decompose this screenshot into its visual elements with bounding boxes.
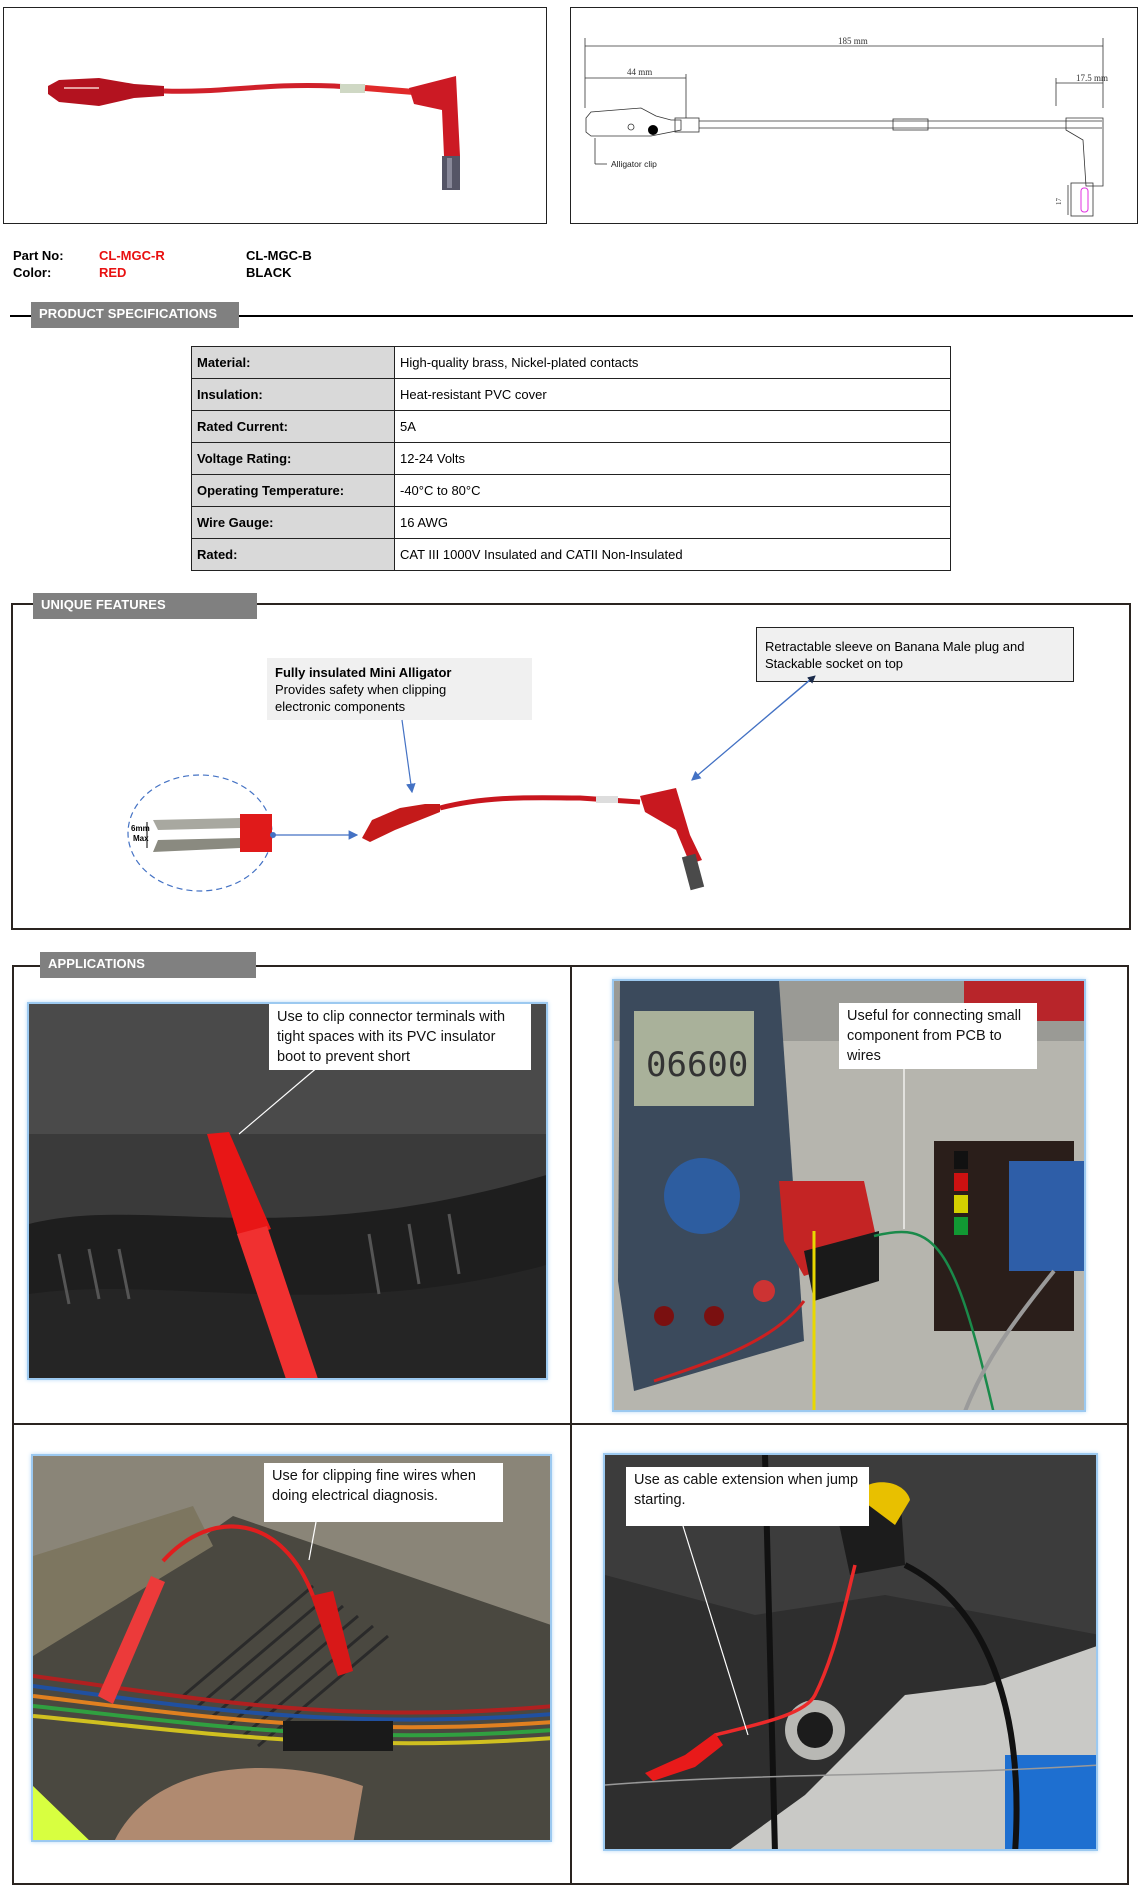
- spec-key: Material:: [192, 347, 395, 379]
- spec-key: Voltage Rating:: [192, 443, 395, 475]
- spec-value: 5A: [395, 411, 951, 443]
- part-no-red: CL-MGC-R: [99, 248, 165, 263]
- svg-text:Max: Max: [133, 834, 149, 843]
- caption-pointer: [614, 981, 1086, 1412]
- spec-key: Operating Temperature:: [192, 475, 395, 507]
- svg-text:44 mm: 44 mm: [627, 67, 653, 77]
- features-illustration: [0, 590, 1141, 930]
- test-lead-photo-icon: [4, 8, 547, 224]
- svg-text:6mm: 6mm: [131, 824, 150, 833]
- svg-text:17.5 mm: 17.5 mm: [1076, 73, 1109, 83]
- table-row: [192, 475, 951, 507]
- application-photo-connector: [27, 1002, 548, 1380]
- callout-title: Fully insulated Mini Alligator: [275, 665, 452, 680]
- application-caption: Use for clipping fine wires when doing electrical diagnosis.: [264, 1463, 503, 1522]
- table-row: [192, 347, 951, 379]
- spec-value: High-quality brass, Nickel-plated contacts: [395, 347, 951, 379]
- specs-divider-right: [239, 315, 1133, 317]
- applications-divider-horizontal: [12, 1423, 1129, 1425]
- color-label: Color:: [13, 265, 52, 280]
- svg-text:17: 17: [1055, 198, 1063, 205]
- table-row: [192, 443, 951, 475]
- section-header-applications: APPLICATIONS: [40, 952, 256, 978]
- spec-key: Insulation:: [192, 379, 395, 411]
- color-black: BLACK: [246, 265, 292, 280]
- application-photo-pcb: [612, 979, 1086, 1412]
- svg-text:Alligator clip: Alligator clip: [611, 159, 657, 169]
- table-row: [192, 539, 951, 571]
- callout-text: Provides safety when clipping: [275, 682, 447, 697]
- application-caption: Use to clip connector terminals with tight spaces with its PVC insulator boot to prevent short: [269, 1004, 531, 1070]
- specs-divider-left: [10, 315, 32, 317]
- caption-pointer: [29, 1004, 548, 1380]
- svg-text:06600: 06600: [646, 1045, 749, 1085]
- color-red: RED: [99, 265, 127, 280]
- spec-key: Rated Current:: [192, 411, 395, 443]
- part-no-label: Part No:: [13, 248, 64, 263]
- applications-divider-vertical: [570, 965, 572, 1885]
- svg-text:185 mm: 185 mm: [838, 36, 868, 46]
- table-row: [192, 379, 951, 411]
- spec-key: Wire Gauge:: [192, 507, 395, 539]
- spec-key: Rated:: [192, 539, 395, 571]
- callout-text: Stackable socket on top: [765, 656, 904, 671]
- section-header-specs: PRODUCT SPECIFICATIONS: [31, 302, 239, 328]
- technical-drawing: [570, 7, 1138, 224]
- callout-text: electronic components: [275, 699, 406, 714]
- spec-value: Heat-resistant PVC cover: [395, 379, 951, 411]
- application-caption: Use as cable extension when jump starting.: [626, 1467, 869, 1526]
- product-photo: [3, 7, 547, 224]
- spec-value: 16 AWG: [395, 507, 951, 539]
- part-info: [13, 247, 413, 287]
- spec-table: [191, 346, 951, 571]
- spec-value: -40°C to 80°C: [395, 475, 951, 507]
- caption-pointer: [605, 1455, 1098, 1851]
- part-no-black: CL-MGC-B: [246, 248, 312, 263]
- application-photo-jump-start: [603, 1453, 1098, 1851]
- spec-value: 12-24 Volts: [395, 443, 951, 475]
- application-caption: Useful for connecting small component from PCB to wires: [839, 1003, 1037, 1069]
- section-header-features: UNIQUE FEATURES: [33, 593, 257, 619]
- caption-pointer: [33, 1456, 552, 1842]
- table-row: [192, 507, 951, 539]
- spec-value: CAT III 1000V Insulated and CATII Non-Insulated: [395, 539, 951, 571]
- table-row: [192, 411, 951, 443]
- application-photo-diagnosis: [31, 1454, 552, 1842]
- callout-text: Retractable sleeve on Banana Male plug and: [765, 639, 1025, 654]
- dimension-drawing-icon: [571, 8, 1138, 224]
